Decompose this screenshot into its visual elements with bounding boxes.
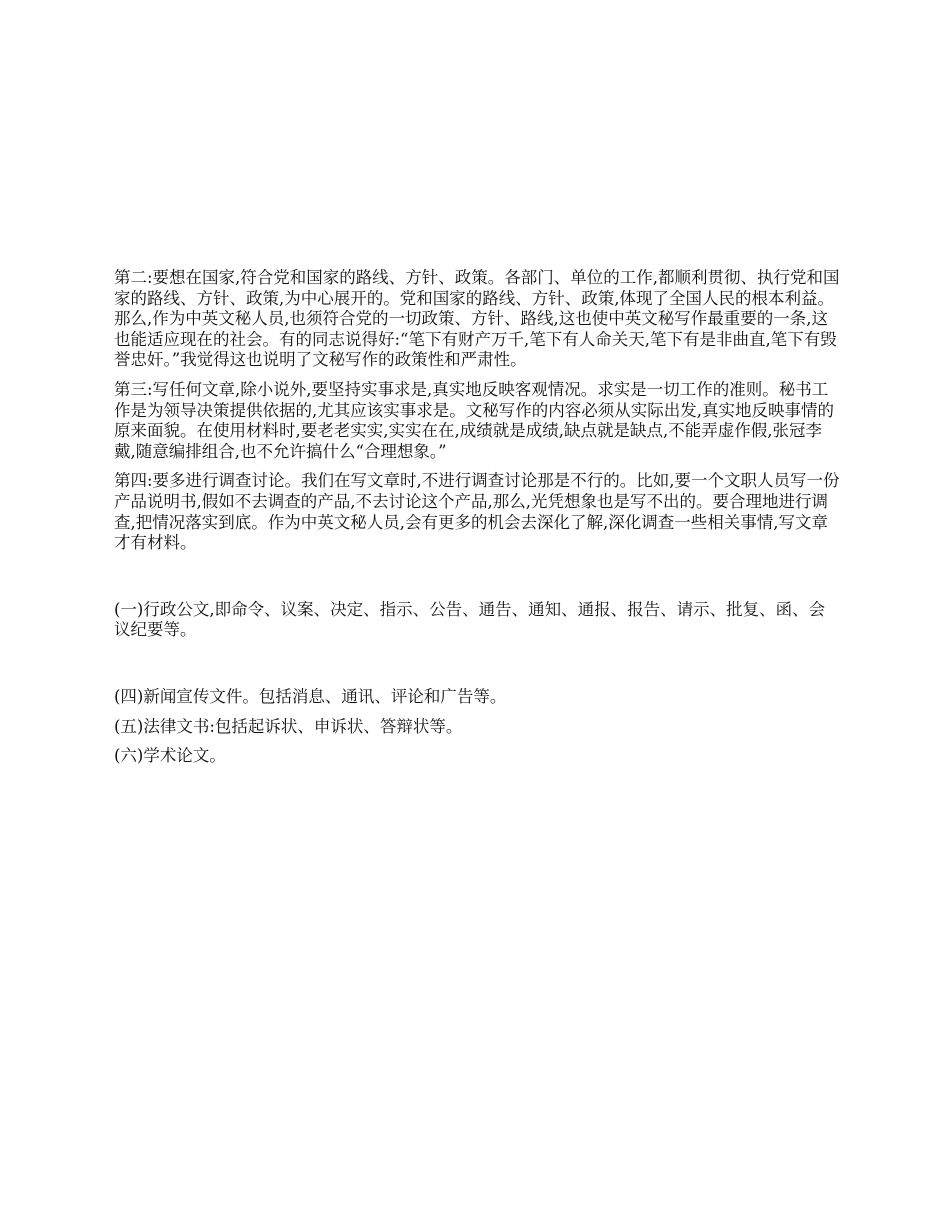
section-spacer (114, 641, 840, 687)
paragraph-spacer (114, 371, 840, 380)
paragraph-point-four: 第四:要多进行调查讨论。我们在写文章时,不进行调查讨论那是不行的。比如,要一个文职人员写一份产品说明书,假如不去调查的产品,不去讨论这个产品,那么,光凭想象也是写不出的。要合理地进行调查,把情况落实到底。作为中英文秘人员,会有更多的机会去深化了解,深化调查一些相关事情,写文章才有材料。 (114, 471, 840, 553)
list-item-academic-papers: (六)学术论文。 (114, 746, 226, 766)
list-item-legal-documents: (五)法律文书:包括起诉状、申诉状、答辩状等。 (114, 716, 463, 736)
section-spacer (114, 554, 840, 600)
list-item-administrative-documents: (一)行政公文,即命令、议案、决定、指示、公告、通告、通知、通报、报告、请示、批复、函、会议纪要等。 (114, 599, 826, 640)
paragraph-spacer (114, 708, 840, 717)
paragraph-point-two: 第二:要想在国家,符合党和国家的路线、方针、政策。各部门、单位的工作,都顺利贯彻、执行党和国家的路线、方针、政策,为中心展开的。党和国家的路线、方针、政策,体现了全国人民的根本利益。那么,作为中英文秘人员,也须符合党的一切政策、方针、路线,这也使中英文秘写作最重要的一条,这也能适应现在的社会。有的同志说得好:“笔下有财产万千,笔下有人命关天,笔下有是非曲直,笔下有毁誉忠奸。”我觉得这也说明了文秘写作的政策性和严肃性。 (114, 268, 840, 370)
list-item-news-publicity: (四)新闻宣传文件。包括消息、通讯、评论和广告等。 (114, 686, 507, 706)
paragraph-spacer (114, 462, 840, 471)
paragraph-point-three: 第三:写任何文章,除小说外,要坚持实事求是,真实地反映客观情况。求实是一切工作的准则。秘书工作是为领导决策提供依据的,尤其应该实事求是。文秘写作的内容必须从实际出发,真实地反映事情的原来面貌。在使用材料时,要老老实实,实实在在,成绩就是成绩,缺点就是缺点,不能弄虚作假,张冠李戴,随意编排组合,也不允许搞什么“合理想象。” (114, 379, 834, 461)
paragraph-spacer (114, 737, 840, 746)
document-body (114, 268, 840, 767)
